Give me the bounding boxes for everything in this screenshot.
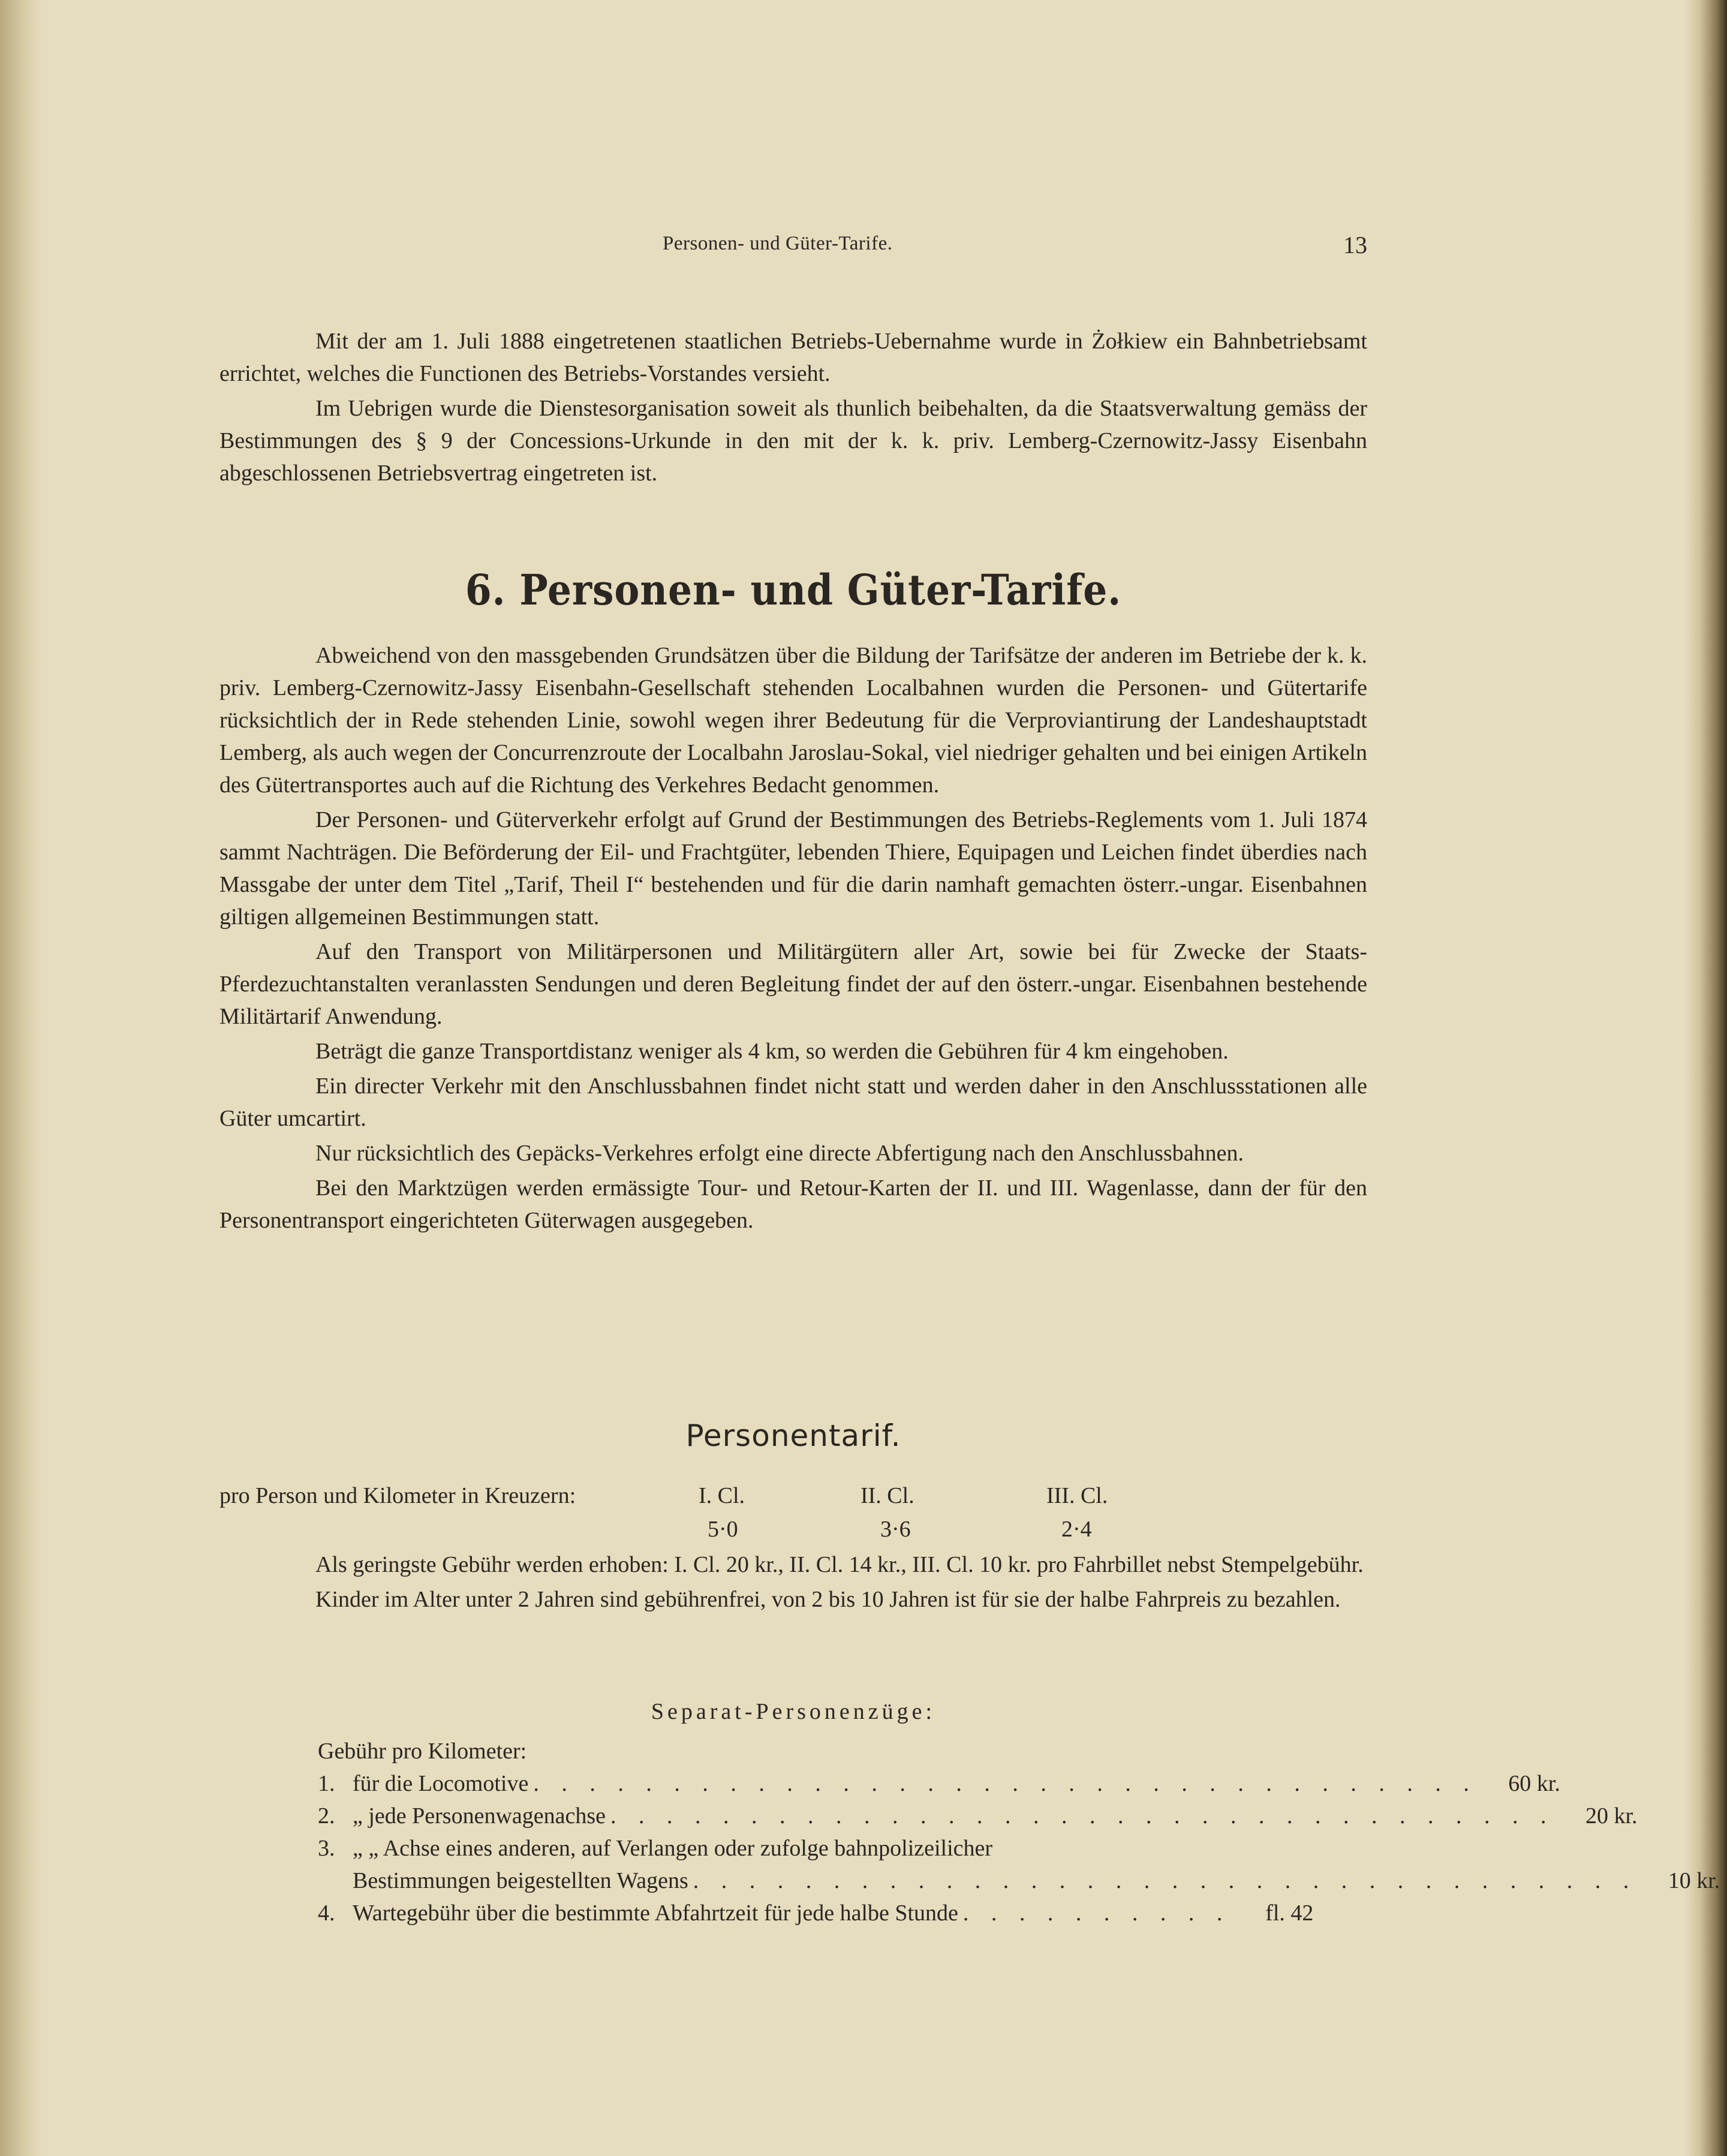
class-1-rate: 5·0 xyxy=(708,1517,738,1542)
page-edge-left xyxy=(0,0,42,2156)
list-item xyxy=(318,1767,1560,1800)
paragraph: Beträgt die ganze Transportdistanz weniger als 4 km, so werden die Gebühren für 4 km eingehoben. xyxy=(315,1039,1229,1064)
tariff-notes xyxy=(219,1548,1367,1618)
running-header: Personen- und Güter-Tarife. xyxy=(663,233,893,254)
tariff-row-label: pro Person und Kilometer in Kreuzern: xyxy=(219,1483,576,1508)
item-amount: fl. 42 xyxy=(1265,1901,1314,1926)
item-number: 3. xyxy=(318,1836,335,1861)
page-edge-right xyxy=(1685,0,1727,2156)
personentarif-heading: Personentarif. xyxy=(685,1418,901,1453)
list-item xyxy=(318,1800,1638,1832)
paragraph: Kinder im Alter unter 2 Jahren sind gebührenfrei, von 2 bis 10 Jahren ist für sie der halbe Fahrpreis zu bezahlen. xyxy=(315,1587,1341,1612)
page-number: 13 xyxy=(1343,231,1367,258)
leader-dots: . . . . . . . . . . xyxy=(962,1901,1231,1926)
paragraph: Abweichend von den massgebenden Grundsätzen über die Bildung der Tarifsätze der anderen im Betriebe der k. k. priv. Lemberg-Czernowitz-Jassy Eisenbahn-Gesellschaft stehenden Localbahnen wurden die Personen- und Gütertarife rücksichtlich der in Rede stehenden Linie, sowohl wegen ihrer Bedeutung für die Verproviantirung der Landeshauptstadt Lemberg, als auch wegen der Concurrenzroute der Localbahn Jaroslau-Sokal, viel niedriger gehalten und bei einigen Artikeln des Gütertransportes auch auf die Richtung des Verkehres Bedacht genommen. xyxy=(219,643,1367,798)
leader-dots: . . . . . . . . . . . . . . . . . . . . . . . . . . . . . . . . . . xyxy=(693,1868,1638,1893)
paragraph: Der Personen- und Güterverkehr erfolgt auf Grund der Bestimmungen des Betriebs-Reglements vom 1. Juli 1874 sammt Nachträgen. Die Beförderung der Eil- und Frachtgüter, lebenden Thiere, Equipagen und Leichen findet überdies nach Massgabe der unter dem Titel „Tarif, Theil I“ bestehenden und für die darin namhaft gemachten österr.-ungar. Eisenbahnen giltigen allgemeinen Bestimmungen statt. xyxy=(219,807,1367,930)
item-number: 1. xyxy=(318,1771,335,1796)
paragraph: Mit der am 1. Juli 1888 eingetretenen staatlichen Betriebs-Uebernahme wurde in Żołkiew ein Bahnbetriebsamt errichtet, welches die Functionen des Betriebs-Vorstandes versieht. xyxy=(219,329,1367,386)
paragraph: Auf den Transport von Militärpersonen und Militärgütern aller Art, sowie bei für Zwecke der Staats-Pferdezuchtanstalten veranlassten Sendungen und deren Begleitung findet der auf den österr.-ungar. Eisenbahnen bestehende Militärtarif Anwendung. xyxy=(219,939,1367,1029)
item-text: für die Locomotive xyxy=(353,1771,529,1796)
list-item xyxy=(318,1832,1271,1865)
item-number: 4. xyxy=(318,1901,335,1926)
list-item xyxy=(318,1897,1314,1929)
class-2-rate: 3·6 xyxy=(880,1517,911,1542)
class-3-rate: 2·4 xyxy=(1061,1517,1092,1542)
fee-list-intro: Gebühr pro Kilometer: xyxy=(318,1739,527,1764)
paragraph: Als geringste Gebühr werden erhoben: I. Cl. 20 kr., II. Cl. 14 kr., III. Cl. 10 kr. pro Fahrbillet nebst Stempelgebühr. xyxy=(315,1552,1364,1577)
item-amount: 20 kr. xyxy=(1585,1803,1638,1829)
leader-dots: . . . . . . . . . . . . . . . . . . . . . . . . . . . . . . . . . . xyxy=(610,1803,1555,1829)
section-heading: 6. Personen- und Güter-Tarife. xyxy=(465,565,1122,615)
item-text: Bestimmungen beigestellten Wagens xyxy=(353,1868,688,1893)
fee-list xyxy=(318,1735,1720,1929)
item-text: „ jede Personenwagenachse xyxy=(353,1803,606,1829)
class-3-label: III. Cl. xyxy=(1046,1483,1108,1508)
list-item-continuation xyxy=(318,1865,1720,1897)
item-text: Wartegebühr über die bestimmte Abfahrtzeit für jede halbe Stunde xyxy=(353,1901,958,1926)
item-amount: 10 kr. xyxy=(1668,1868,1720,1893)
leader-dots: . . . . . . . . . . . . . . . . . . . . . . . . . . . . . . . . . . xyxy=(533,1771,1478,1796)
item-text: „ „ Achse eines anderen, auf Verlangen oder zufolge bahnpolizeilicher xyxy=(353,1836,993,1861)
separat-heading: Separat-Personenzüge: xyxy=(651,1699,936,1724)
paragraph: Ein directer Verkehr mit den Anschlussbahnen findet nicht statt und werden daher in den Anschlussstationen alle Güter umcartirt. xyxy=(219,1074,1367,1131)
section-text xyxy=(219,639,1367,1239)
item-amount: 60 kr. xyxy=(1508,1771,1560,1796)
paragraph: Nur rücksichtlich des Gepäcks-Verkehres erfolgt eine directe Abfertigung nach den Anschlussbahnen. xyxy=(315,1141,1244,1166)
intro-text xyxy=(219,325,1367,492)
class-1-label: I. Cl. xyxy=(699,1483,745,1508)
class-2-label: II. Cl. xyxy=(861,1483,914,1508)
paragraph: Bei den Marktzügen werden ermässigte Tour- und Retour-Karten der II. und III. Wagenlasse, dann der für den Personentransport eingerichteten Güterwagen ausgegeben. xyxy=(219,1175,1367,1233)
paragraph: Im Uebrigen wurde die Dienstesorganisation soweit als thunlich beibehalten, da die Staatsverwaltung gemäss der Bestimmungen des § 9 der Concessions-Urkunde in den mit der k. k. priv. Lemberg-Czernowitz-Jassy Eisenbahn abgeschlossenen Betriebsvertrag eingetreten ist. xyxy=(219,396,1367,486)
item-number: 2. xyxy=(318,1803,335,1829)
